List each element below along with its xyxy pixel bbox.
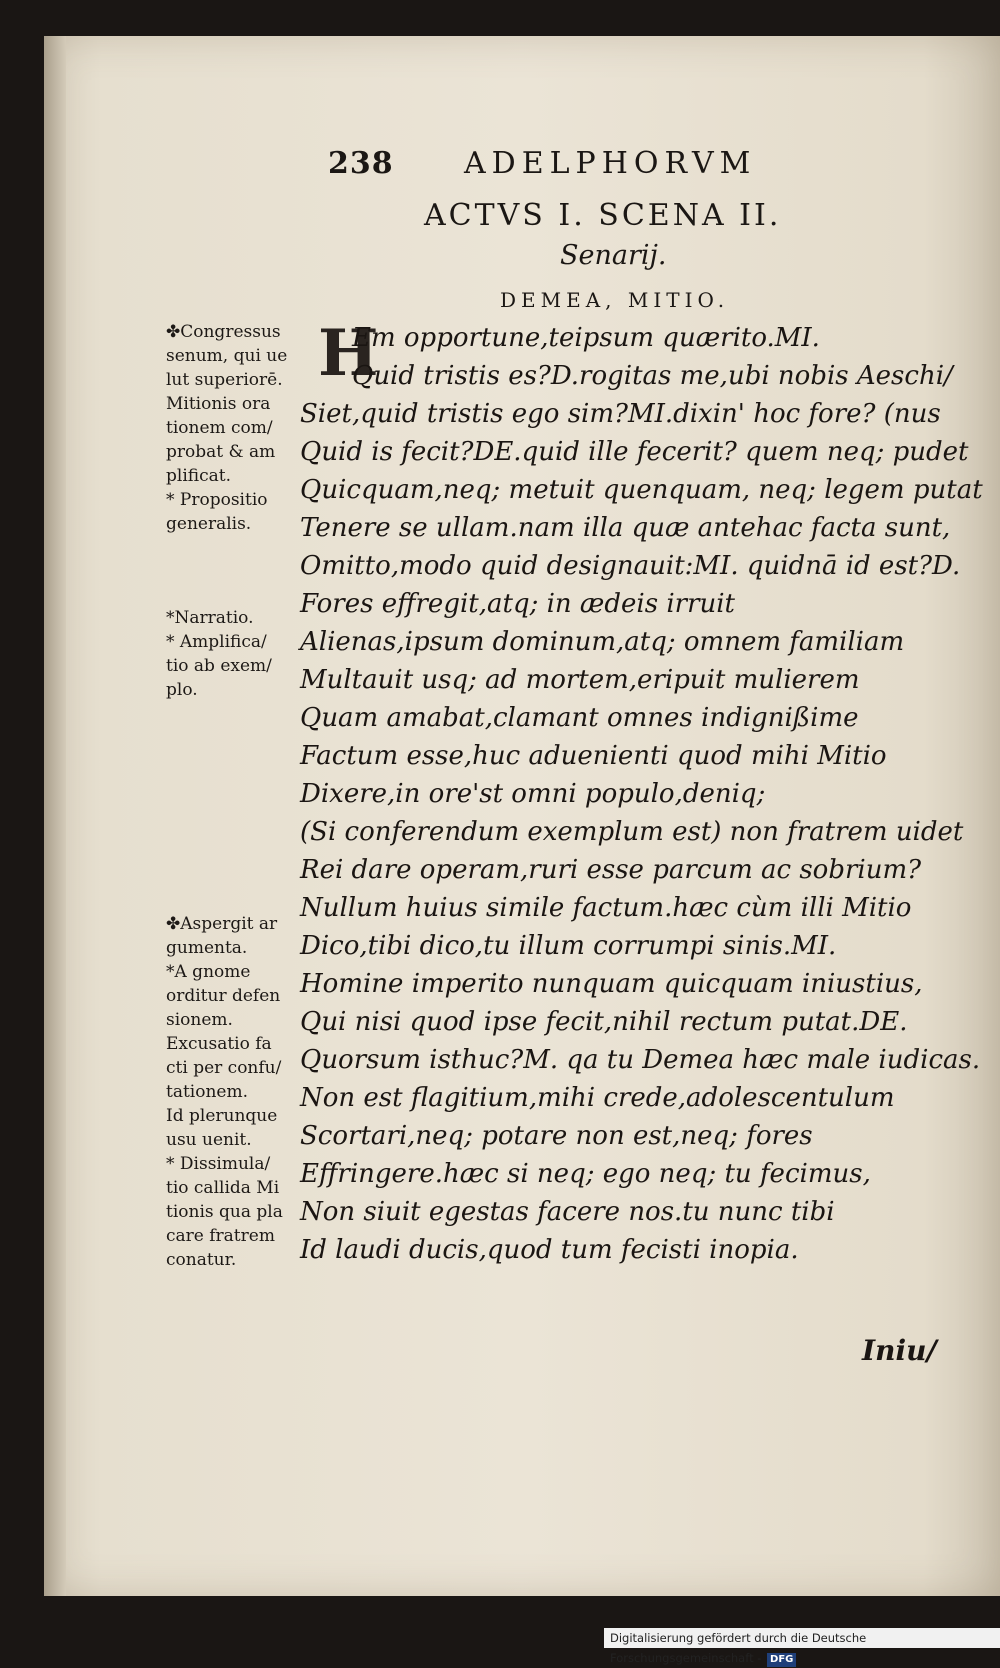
- verse-line: Scortari,neq; potare non est,neq; fores: [300, 1121, 813, 1151]
- verse-line: Quicquam,neq; metuit quenquam, neq; legem putat: [300, 475, 983, 505]
- marginal-note: * Propositio generalis.: [166, 490, 268, 534]
- catchword: Iniu/: [862, 1334, 937, 1367]
- drop-initial: H: [318, 316, 379, 391]
- marginal-note: *Narratio.: [166, 608, 254, 628]
- marginal-notes-3: [166, 912, 306, 1272]
- marginal-notes-2: [166, 606, 306, 702]
- marginal-note: Id plerunque usu uenit.: [166, 1106, 278, 1150]
- page-number: 238: [328, 146, 394, 181]
- marginal-note: * Amplifica/ tio ab exem/ plo.: [166, 632, 272, 700]
- digitization-credit: [604, 1628, 1000, 1665]
- verse-line: Quam amabat,clamant omnes indignißime: [300, 703, 859, 733]
- verse-line: (Si conferendum exemplum est) non fratrem uidet: [300, 817, 964, 847]
- verse-line: Non siuit egestas facere nos.tu nunc tibi: [300, 1197, 835, 1227]
- credit-text: Digitalisierung gefördert durch die Deutsche Forschungsgemeinschaft -: [610, 1631, 867, 1665]
- verse-line: Non est flagitium,mihi crede,adolescentulum: [300, 1083, 895, 1113]
- meter-label: Senarij.: [560, 240, 667, 271]
- running-header: [328, 146, 848, 186]
- verse-line: Dico,tibi dico,tu illum corrumpi sinis.MI.: [300, 931, 837, 961]
- verse-line: Quorsum isthuc?M. qa tu Demea hæc male iudicas.: [300, 1045, 981, 1075]
- verse-line: Qui nisi quod ipse fecit,nihil rectum putat.DE.: [300, 1007, 908, 1037]
- verse-line: Omitto,modo quid designauit:MI. quidnā id est?D.: [300, 551, 961, 581]
- speakers-heading: DEMEA, MITIO.: [500, 288, 730, 312]
- dfg-logo: DFG: [767, 1653, 796, 1667]
- verse-line: Quid is fecit?DE.quid ille fecerit? quem neq; pudet: [300, 437, 969, 467]
- marginal-note: Excusatio fa cti per confu/ tationem.: [166, 1034, 282, 1102]
- verse-line: Effringere.hæc si neq; ego neq; tu fecimus,: [300, 1159, 871, 1189]
- marginal-note: ✤Aspergit ar gumenta.: [166, 914, 278, 958]
- verse-line: Nullum huius simile factum.hæc cùm illi Mitio: [300, 893, 912, 923]
- act-scene-heading: ACTVS I. SCENA II.: [424, 198, 782, 233]
- verse-line: Homine imperito nunquam quicquam iniustius,: [300, 969, 923, 999]
- marginal-note: * Dissimula/ tio callida Mi tionis qua pla care fratrem conatur.: [166, 1154, 283, 1270]
- running-head: ADELPHORVM: [464, 146, 757, 181]
- verse-line: Multauit usq; ad mortem,eripuit mulierem: [300, 665, 860, 695]
- verse-line: Fores effregit,atq; in ædeis irruit: [300, 589, 736, 619]
- verse-line: Factum esse,huc aduenienti quod mihi Mitio: [300, 741, 887, 771]
- verse-line: Quid tristis es?D.rogitas me,ubi nobis Aeschi/: [352, 361, 953, 391]
- verse-line: Alienas,ipsum dominum,atq; omnem familiam: [300, 627, 905, 657]
- verse-line: Id laudi ducis,quod tum fecisti inopia.: [300, 1235, 799, 1265]
- verse-line: Rei dare operam,ruri esse parcum ac sobrium?: [300, 855, 922, 885]
- marginal-note: ✤Congressus senum, qui ue lut superiorē. Mitionis ora tionem com/ probat & am plificat.: [166, 322, 288, 486]
- verse-line: Siet,quid tristis ego sim?MI.dixin' hoc fore? (nus: [300, 399, 941, 429]
- page-gutter: [44, 36, 66, 1596]
- verse-line: Em opportune,teipsum quærito.MI.: [352, 323, 820, 353]
- verse-line: Dixere,in ore'st omni populo,deniq;: [300, 779, 766, 809]
- marginal-note: *A gnome orditur defen sionem.: [166, 962, 281, 1030]
- verse-line: Tenere se ullam.nam illa quæ antehac facta sunt,: [300, 513, 951, 543]
- marginal-notes-1: [166, 320, 306, 536]
